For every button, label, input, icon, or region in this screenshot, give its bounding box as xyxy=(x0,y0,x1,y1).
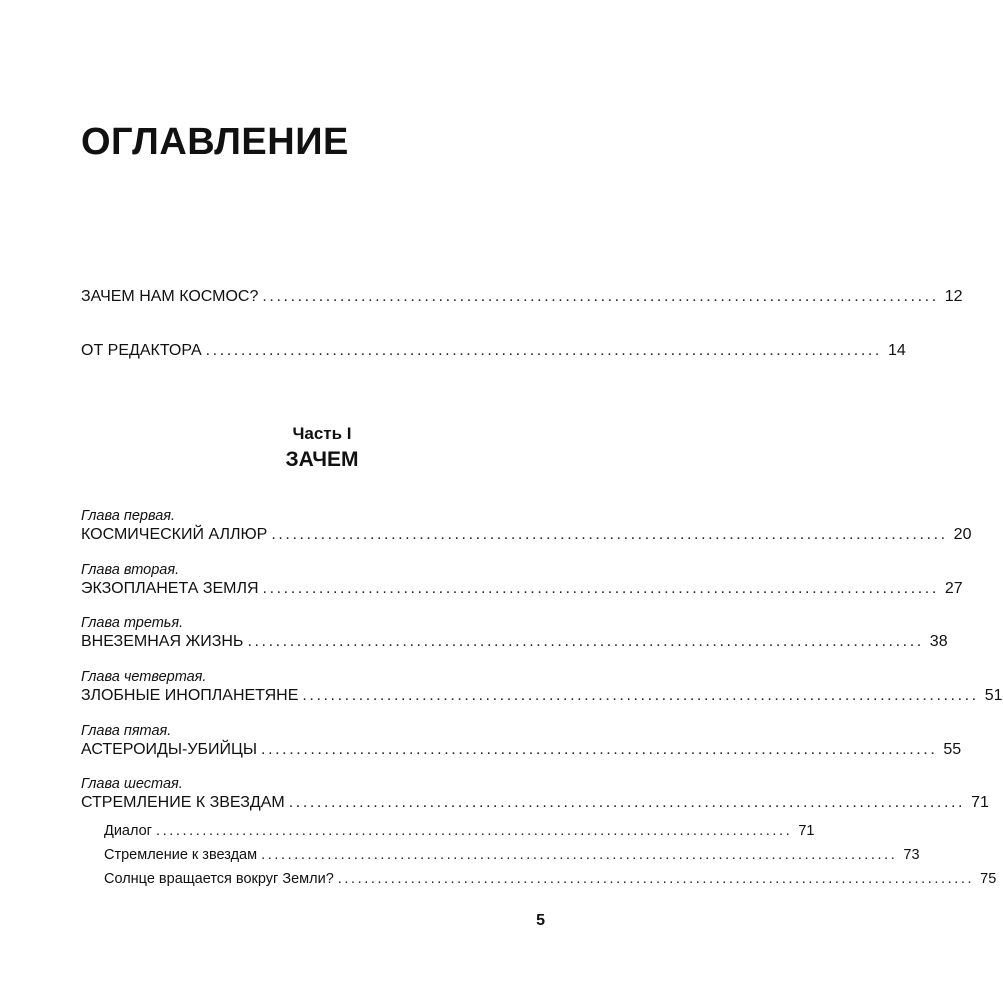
toc-entry-chapter-1[interactable] xyxy=(81,525,972,545)
dot-leader: ................................................................................................ xyxy=(261,847,898,863)
toc-entry-page: 51 xyxy=(984,687,1003,704)
chapter-label: Глава пятая. xyxy=(81,723,172,739)
part-label: Часть I xyxy=(292,424,352,443)
toc-entry-page: 75 xyxy=(980,871,997,887)
chapter-label: Глава третья. xyxy=(81,615,184,631)
toc-entry-page: 38 xyxy=(929,633,948,650)
toc-entry-title: КОСМИЧЕСКИЙ АЛЛЮР xyxy=(81,526,268,543)
chapter-label: Глава первая. xyxy=(81,508,176,524)
toc-entry-title: Стремление к звездам xyxy=(104,847,258,863)
dot-leader: ................................................................................................ xyxy=(205,342,882,359)
toc-subentry-dialog[interactable] xyxy=(104,821,815,841)
toc-entry-page: 27 xyxy=(944,580,963,597)
dot-leader: ................................................................................................ xyxy=(155,823,793,839)
toc-entry-title: ЭКЗОПЛАНЕТА ЗЕМЛЯ xyxy=(81,580,259,597)
chapter-label: Глава вторая. xyxy=(81,562,180,578)
dot-leader: ................................................................................................ xyxy=(261,741,938,758)
toc-entry-page: 71 xyxy=(971,794,989,811)
toc-entry-page: 73 xyxy=(903,847,920,863)
toc-entry-chapter-3[interactable] xyxy=(81,632,948,652)
toc-entry-page: 71 xyxy=(798,823,815,839)
page-title: ОГЛАВЛЕНИЕ xyxy=(81,121,349,163)
dot-leader: ................................................................................................ xyxy=(271,526,948,543)
page-number: 5 xyxy=(536,912,545,929)
toc-entry-title: ОТ РЕДАКТОРА xyxy=(81,342,202,359)
toc-entry-page: 20 xyxy=(953,526,972,543)
part-title: ЗАЧЕМ xyxy=(285,448,359,471)
toc-entry-chapter-2[interactable] xyxy=(81,579,963,599)
dot-leader: ................................................................................................ xyxy=(247,633,924,650)
chapter-label: Глава шестая. xyxy=(81,776,183,792)
chapter-label: Глава четвертая. xyxy=(81,669,207,685)
dot-leader: ................................................................................................ xyxy=(262,288,939,305)
toc-entry-title: СТРЕМЛЕНИЕ К ЗВЕЗДАМ xyxy=(81,794,285,811)
dot-leader: ................................................................................................ xyxy=(262,580,939,597)
toc-entry-title: ВНЕЗЕМНАЯ ЖИЗНЬ xyxy=(81,633,244,650)
toc-entry-title: Солнце вращается вокруг Земли? xyxy=(104,871,334,887)
toc-entry-title: ЗАЧЕМ НАМ КОСМОС? xyxy=(81,288,259,305)
toc-entry-chapter-4[interactable] xyxy=(81,686,1003,706)
toc-entry-title: АСТЕРОИДЫ-УБИЙЦЫ xyxy=(81,741,258,758)
toc-entry-why-space[interactable] xyxy=(81,287,963,307)
toc-entry-chapter-6[interactable] xyxy=(81,793,989,813)
toc-subentry-sun-orbits-earth[interactable] xyxy=(104,869,997,889)
toc-entry-from-editor[interactable] xyxy=(81,341,906,361)
toc-entry-page: 12 xyxy=(944,288,963,305)
toc-entry-chapter-5[interactable] xyxy=(81,740,962,760)
toc-subentry-to-the-stars[interactable] xyxy=(104,845,920,865)
toc-entry-title: ЗЛОБНЫЕ ИНОПЛАНЕТЯНЕ xyxy=(81,687,299,704)
toc-entry-title: Диалог xyxy=(104,823,152,839)
dot-leader: ................................................................................................ xyxy=(337,871,975,887)
dot-leader: ................................................................................................ xyxy=(302,687,979,704)
dot-leader: ................................................................................................ xyxy=(288,794,966,811)
toc-entry-page: 55 xyxy=(943,741,962,758)
toc-entry-page: 14 xyxy=(887,342,906,359)
